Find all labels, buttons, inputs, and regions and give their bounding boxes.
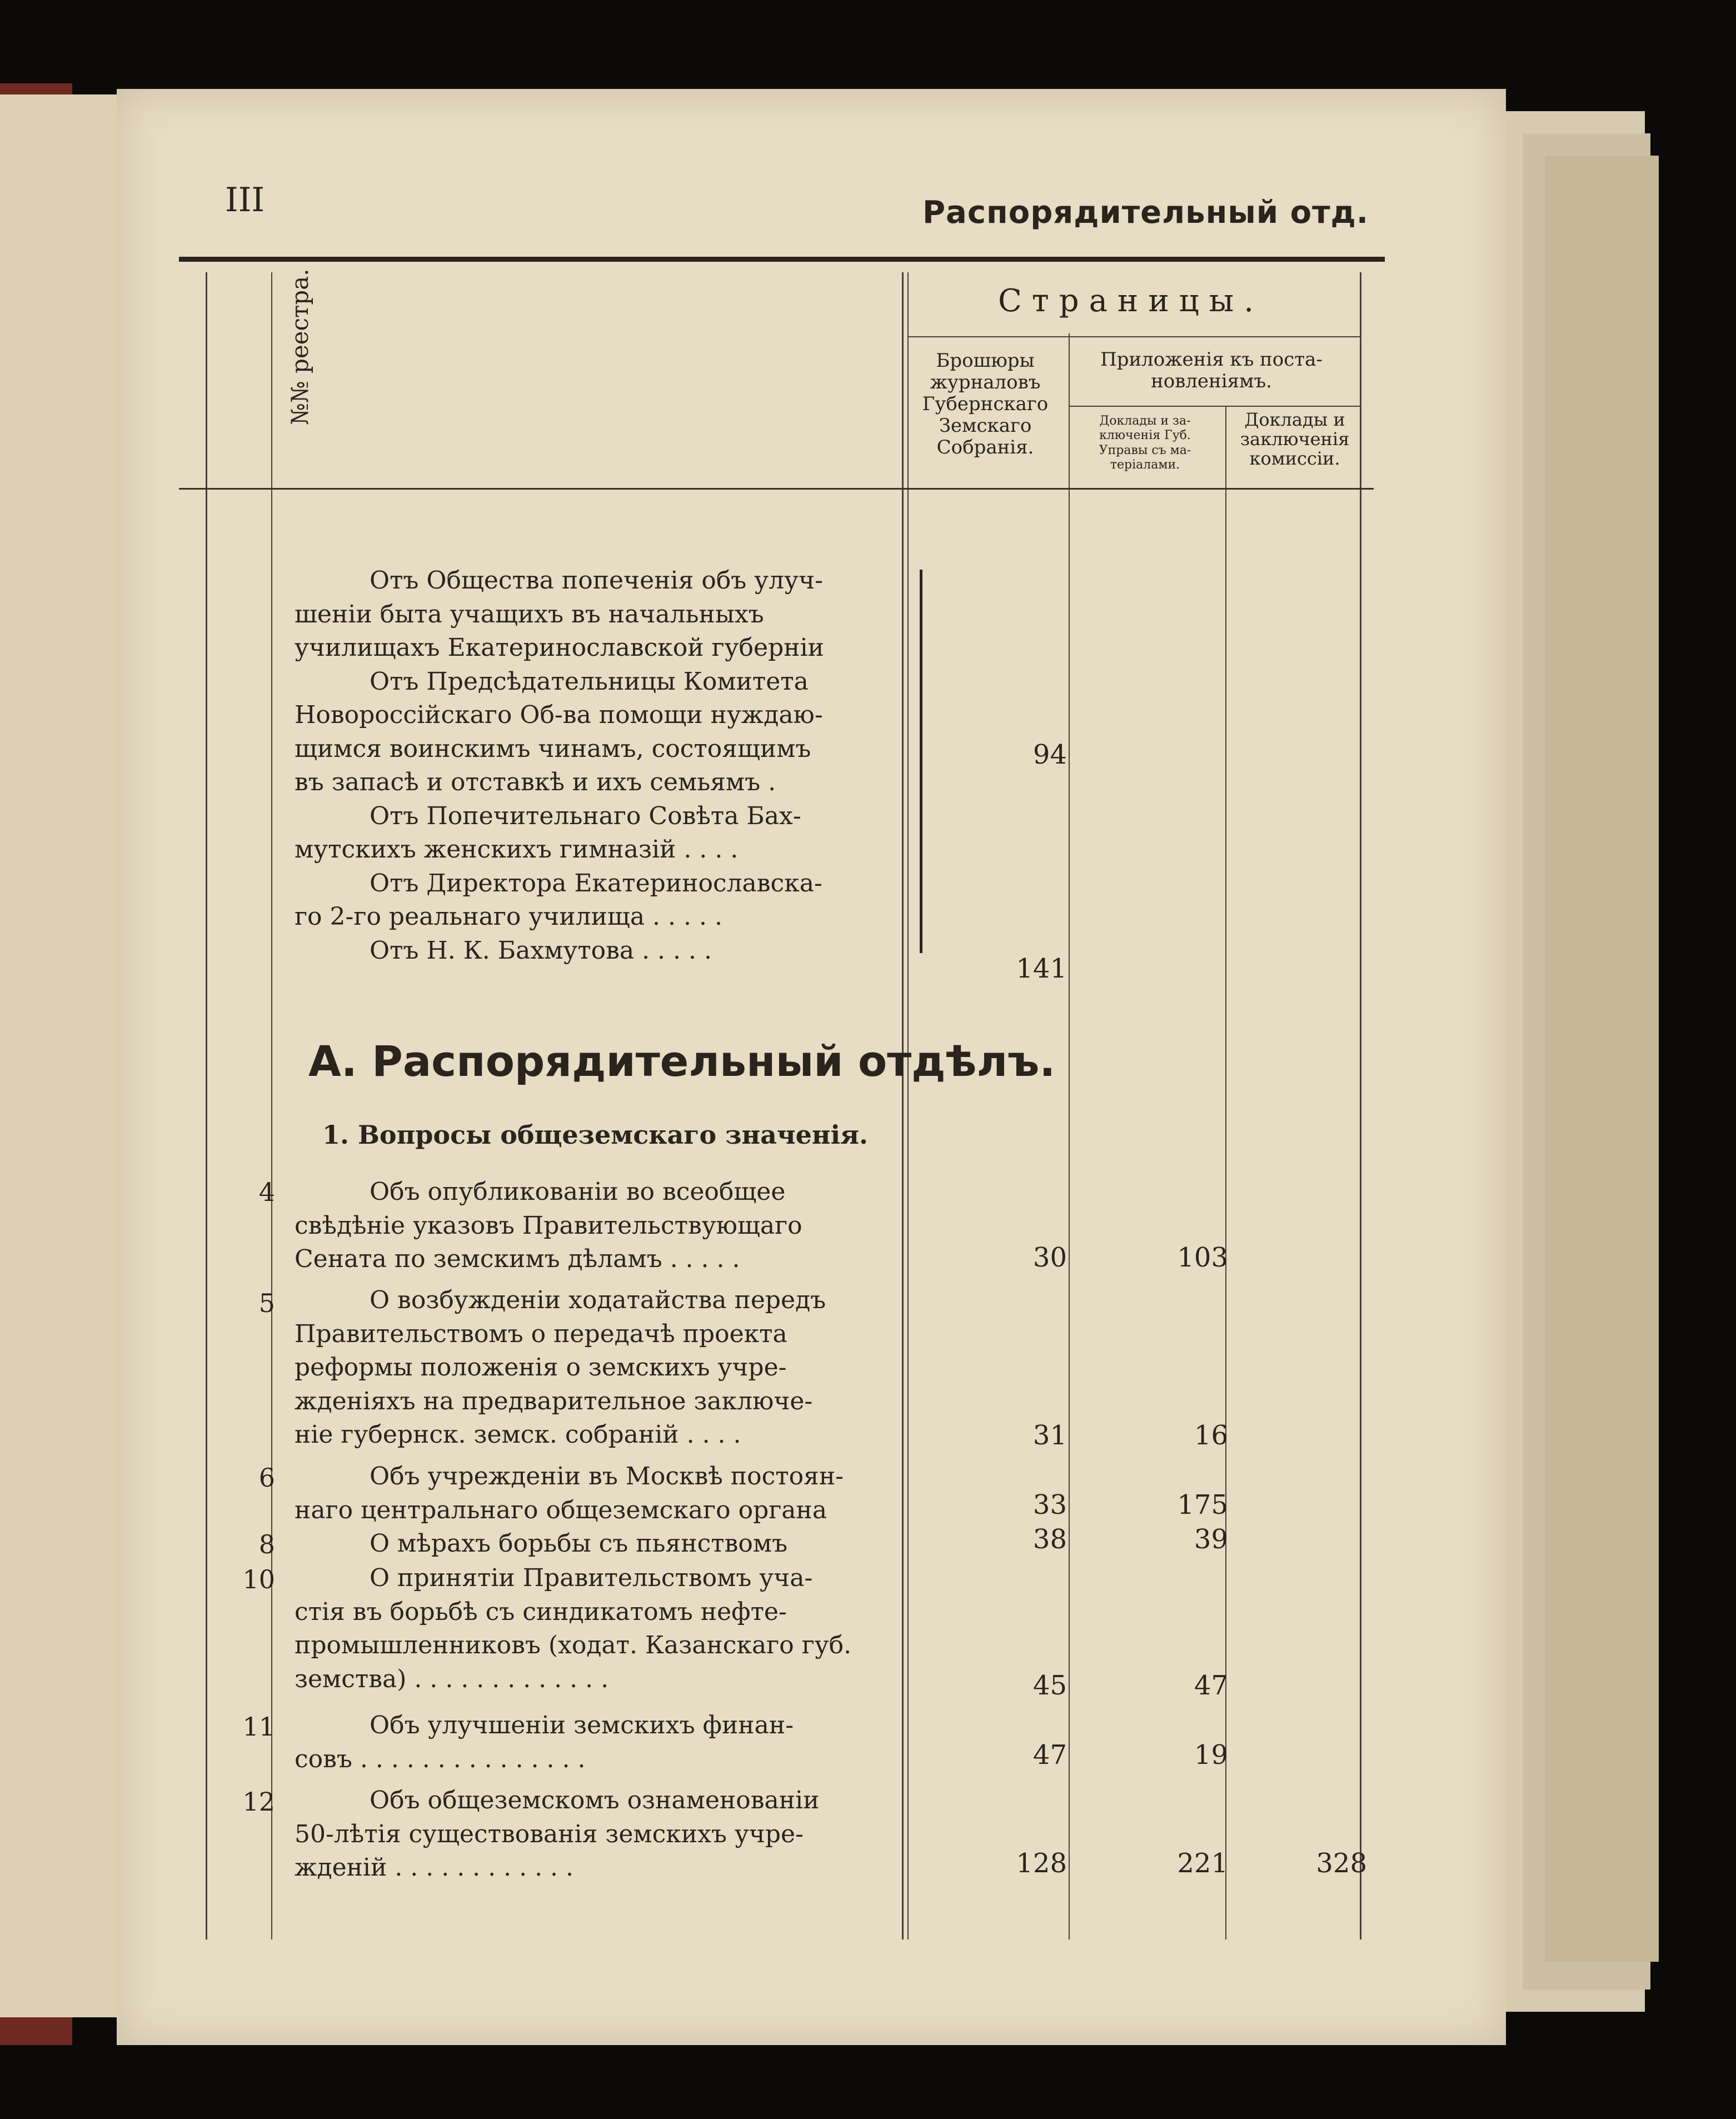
grouping-brace	[920, 570, 934, 953]
brochure-page: 128	[1016, 1848, 1067, 1879]
brace-value: 94	[1032, 739, 1067, 770]
entry-line: Новороссійскаго Об-ва помощи нуждаю-	[295, 701, 823, 729]
table-row: Объ общеземскомъ ознаменованіи 50-лѣтія существованія земскихъ учре- жденій . . . . . . . . . . . .	[295, 1786, 820, 1882]
brochure-page: 31	[1032, 1420, 1067, 1451]
header-bottom-rule	[179, 488, 1374, 490]
brochure-page: 33	[1032, 1489, 1067, 1520]
table-row: Объ улучшеніи земскихъ финан- совъ . . . . . . . . . . . . . . .	[295, 1711, 794, 1773]
uprava-page: 19	[1194, 1739, 1228, 1771]
page-number: III	[225, 181, 265, 220]
table-row: О возбужденіи ходатайства передъ Правительствомъ о передачѣ проекта реформы положенія о земскихъ учре- жденіяхъ на предварительное заключе- ніе губернск. земск. собраній . . . .	[295, 1286, 826, 1449]
pages-header-rule	[907, 336, 1360, 337]
uprava-page: 47	[1194, 1670, 1228, 1701]
registry-divider	[271, 272, 272, 1939]
registry-number: 11	[242, 1712, 275, 1742]
table-row: Объ опубликованіи во всеобщее свѣдѣніе указовъ Правительствующаго Сената по земскимъ дѣламъ . . . . .	[295, 1178, 802, 1273]
uprava-page: 39	[1194, 1524, 1228, 1555]
brochure-page: 47	[1032, 1739, 1067, 1771]
commission-page: 328	[1316, 1848, 1367, 1879]
registry-number: 6	[258, 1463, 275, 1493]
brochure-page: 38	[1032, 1524, 1067, 1555]
registry-number: 5	[258, 1288, 275, 1318]
text-column-divider-inner	[907, 272, 909, 1939]
entry-line: шеніи быта учащихъ въ начальныхъ	[295, 600, 764, 629]
appendices-header-rule	[1069, 406, 1360, 407]
page-stack	[1545, 156, 1659, 1962]
uprava-reports-header: Доклады и за- ключенія Губ. Управы съ ма- теріалами.	[1099, 414, 1191, 472]
registry-number: 4	[258, 1177, 275, 1207]
appendices-header: Приложенія къ поста- новленіямъ.	[1100, 348, 1323, 393]
entry-line: Отъ Директора Екатеринославска-	[370, 869, 822, 898]
registry-header: №№ реестра.	[286, 268, 313, 425]
uprava-page: 16	[1194, 1420, 1228, 1451]
pages-header: Страницы.	[997, 283, 1264, 319]
uprava-page: 175	[1177, 1489, 1228, 1520]
table-row: О мѣрахъ борьбы съ пьянствомъ	[370, 1529, 788, 1558]
section-title: А. Распорядительный отдѣлъ.	[308, 1036, 1056, 1086]
brochure-divider	[1069, 333, 1070, 1939]
top-entries	[295, 564, 895, 968]
registry-number: 12	[242, 1787, 275, 1817]
uprava-page: 221	[1177, 1848, 1228, 1879]
brochure-page: 45	[1032, 1670, 1067, 1701]
entry-line: училищахъ Екатеринославской губерніи	[295, 634, 824, 662]
table-row: О принятіи Правительствомъ уча- стія въ борьбѣ съ синдикатомъ нефте- промышленниковъ (ходат. Казанскаго губ. земства) . . . . . . . . . . . . .	[295, 1564, 852, 1693]
text-column-divider	[902, 272, 904, 1939]
commission-reports-header: Доклады и заключенія комиссіи.	[1240, 409, 1350, 470]
uprava-page: 103	[1177, 1242, 1228, 1273]
table-border-right	[1360, 272, 1361, 1939]
reports-divider	[1225, 406, 1226, 1939]
brochure-page: 30	[1032, 1242, 1067, 1273]
bakhmutov-value: 141	[1016, 953, 1067, 984]
entry-line: Отъ Попечительнаго Совѣта Бах-	[370, 801, 801, 830]
registry-number: 8	[258, 1529, 275, 1559]
running-title: Распорядительный отд.	[922, 195, 1369, 231]
entry-line: въ запасѣ и отставкѣ и ихъ семьямъ .	[295, 768, 776, 796]
entry-line: мутскихъ женскихъ гимназій . . . .	[295, 835, 739, 864]
brochures-header: Брошюры журналовъ Губернскаго Земскаго Собранія.	[922, 350, 1049, 459]
entry-line: Отъ Общества попеченія объ улуч-	[370, 566, 823, 595]
subsection-title: 1. Вопросы общеземскаго значенія.	[322, 1120, 869, 1150]
entry-line: Отъ Предсѣдательницы Комитета	[370, 667, 809, 696]
table-row: Объ учрежденіи въ Москвѣ постоян- наго центральнаго общеземскаго органа	[295, 1462, 844, 1524]
registry-number: 10	[242, 1564, 275, 1594]
table-border-left	[206, 272, 207, 1939]
header-rule	[179, 257, 1385, 262]
entry-line: го 2-го реальнаго училища . . . . .	[295, 903, 722, 931]
entry-line: щимся воинскимъ чинамъ, состоящимъ	[295, 734, 811, 763]
entry-line: Отъ Н. К. Бахмутова . . . . .	[370, 936, 712, 965]
